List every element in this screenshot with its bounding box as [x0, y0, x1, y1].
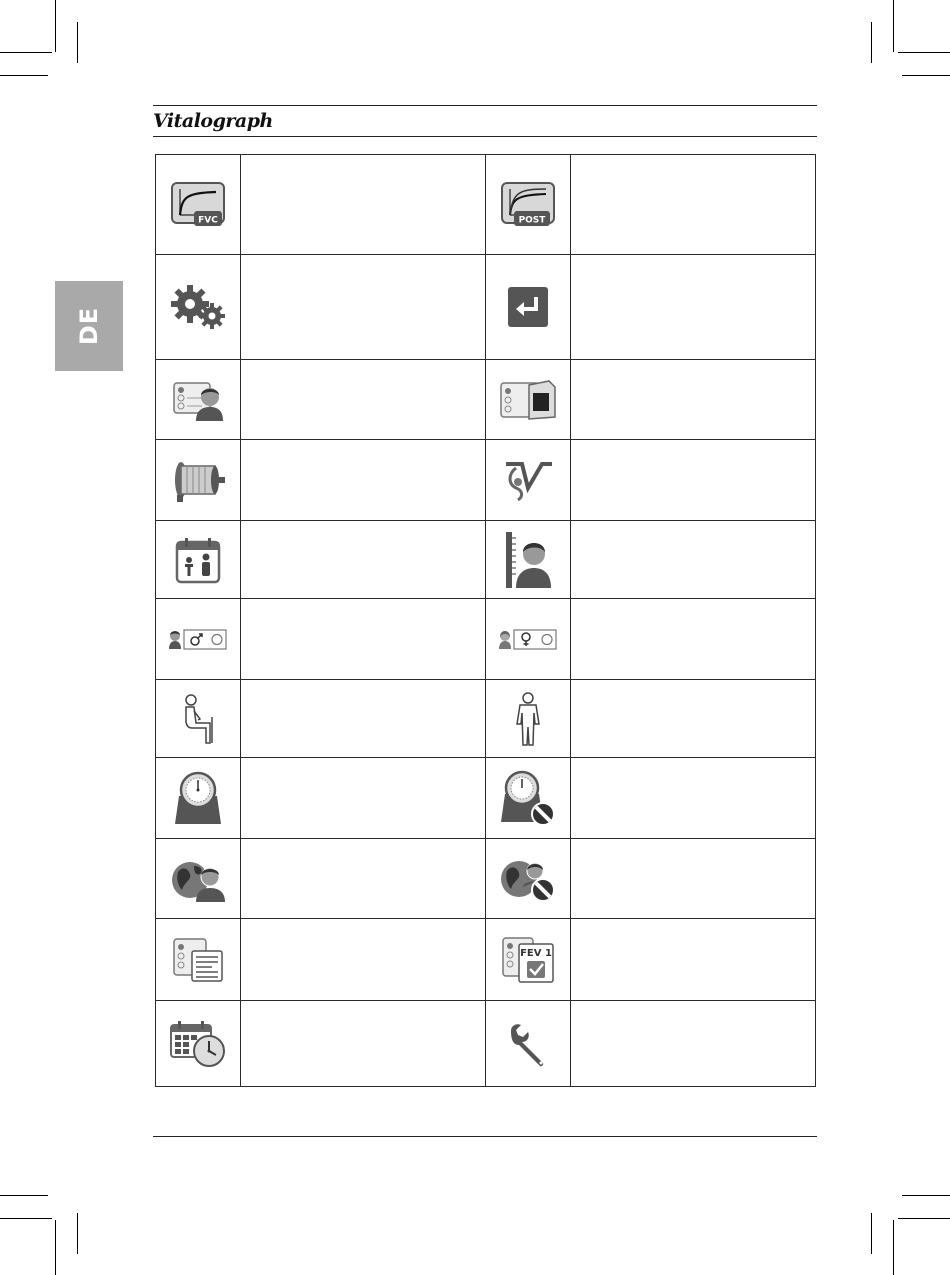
crop-mark	[77, 22, 78, 63]
enter-key-icon	[506, 285, 550, 329]
description-cell	[241, 839, 486, 919]
description-cell	[241, 521, 486, 599]
wrench-tool-icon	[505, 1021, 551, 1067]
header-bottom-rule	[153, 136, 817, 137]
language-tab	[55, 281, 123, 371]
crop-mark	[55, 0, 56, 52]
height-measure-icon	[504, 530, 552, 590]
weight-scale-icon	[173, 770, 223, 826]
table-row	[156, 440, 816, 521]
fvc-test-icon	[170, 181, 226, 229]
fvc-badge-text: FVC	[198, 215, 218, 225]
table-row	[156, 839, 816, 919]
crop-mark	[77, 1213, 78, 1254]
description-cell	[571, 758, 816, 839]
icon-table	[155, 154, 816, 1087]
description-cell	[571, 255, 816, 360]
description-cell	[571, 839, 816, 919]
standing-posture-icon	[511, 691, 545, 747]
icon-cell	[486, 680, 571, 758]
icon-cell	[156, 521, 241, 599]
description-cell	[241, 758, 486, 839]
patient-card-icon	[172, 379, 224, 421]
crop-mark	[55, 1220, 56, 1275]
description-cell	[571, 680, 816, 758]
icon-cell	[486, 155, 571, 255]
description-cell	[571, 1001, 816, 1087]
brand-logo: Vitalograph	[153, 110, 273, 132]
description-cell	[241, 440, 486, 521]
description-cell	[241, 360, 486, 440]
crop-mark	[0, 75, 48, 76]
table-row	[156, 360, 816, 440]
icon-cell	[156, 919, 241, 1001]
icon-cell	[486, 1001, 571, 1087]
description-cell	[241, 255, 486, 360]
description-cell	[571, 599, 816, 680]
description-cell	[241, 919, 486, 1001]
icon-cell	[156, 839, 241, 919]
vitalograph-logo-icon	[502, 458, 554, 502]
icon-cell	[156, 758, 241, 839]
header-top-rule	[153, 105, 817, 106]
icon-cell	[486, 758, 571, 839]
icon-cell	[156, 360, 241, 440]
table-row	[156, 255, 816, 360]
language-tab-label: DE	[74, 306, 103, 346]
female-gender-icon	[498, 627, 558, 651]
crop-mark	[902, 75, 950, 76]
syringe-calibration-icon	[169, 457, 227, 503]
icon-cell	[486, 919, 571, 1001]
icon-cell	[156, 680, 241, 758]
crop-mark	[0, 52, 52, 53]
icon-cell	[156, 255, 241, 360]
description-cell	[241, 155, 486, 255]
age-calendar-icon	[175, 536, 221, 584]
crop-mark	[871, 22, 872, 63]
table-row	[156, 919, 816, 1001]
icon-cell	[486, 360, 571, 440]
settings-gears-icon	[168, 282, 228, 332]
fev1-label: FEV 1	[520, 947, 552, 959]
crop-mark	[871, 1213, 872, 1254]
seated-posture-icon	[176, 693, 220, 745]
icon-cell	[156, 1001, 241, 1087]
crop-mark	[902, 1195, 950, 1196]
description-cell	[571, 360, 816, 440]
table-row	[156, 680, 816, 758]
post-badge-text: POST	[518, 215, 546, 225]
description-cell	[571, 919, 816, 1001]
icon-cell	[486, 839, 571, 919]
crop-mark	[893, 1220, 894, 1275]
weight-scale-disabled-icon	[499, 768, 557, 828]
description-cell	[241, 1001, 486, 1087]
description-cell	[241, 599, 486, 680]
description-cell	[571, 440, 816, 521]
icon-cell	[486, 521, 571, 599]
report-list-icon	[172, 937, 224, 983]
crop-mark	[0, 1218, 52, 1219]
crop-mark	[893, 0, 894, 52]
crop-mark	[0, 1195, 48, 1196]
description-cell	[571, 521, 816, 599]
description-cell	[571, 155, 816, 255]
male-gender-icon	[168, 627, 228, 651]
crop-mark	[898, 1218, 950, 1219]
icon-cell	[486, 440, 571, 521]
icon-cell	[156, 155, 241, 255]
icon-cell	[486, 255, 571, 360]
footer-rule	[153, 1136, 817, 1137]
schedule-clock-icon	[169, 1019, 227, 1069]
table-row	[156, 155, 816, 255]
table-row	[156, 758, 816, 839]
fev1-report-icon	[501, 936, 555, 984]
ethnic-origin-disabled-icon	[499, 855, 557, 903]
ethnic-origin-icon	[170, 856, 226, 902]
crop-mark	[898, 52, 950, 53]
table-row	[156, 521, 816, 599]
patient-device-card-icon	[499, 379, 557, 421]
icon-cell	[156, 440, 241, 521]
table-row	[156, 599, 816, 680]
icon-cell	[486, 599, 571, 680]
post-test-icon	[500, 181, 556, 229]
table-row	[156, 1001, 816, 1087]
description-cell	[241, 680, 486, 758]
icon-cell	[156, 599, 241, 680]
